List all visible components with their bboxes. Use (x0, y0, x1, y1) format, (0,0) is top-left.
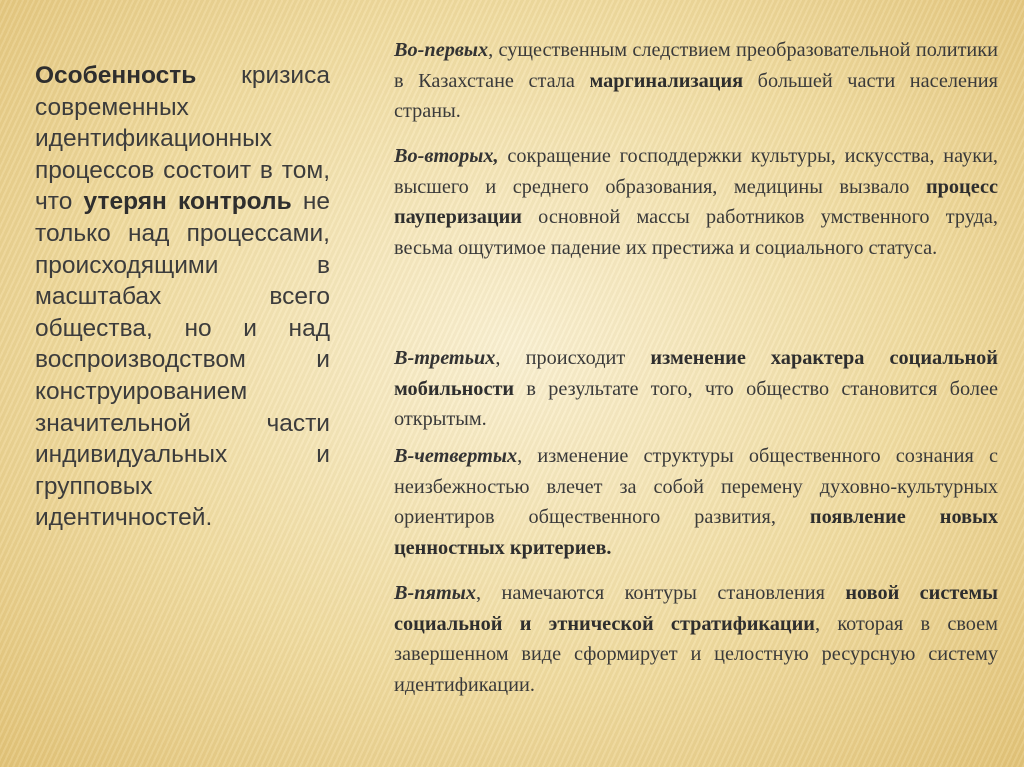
paragraph-second (394, 141, 998, 263)
paragraph-fifth-lead: В-пятых (394, 582, 476, 604)
paragraph-third-text-2: в результате того, что общество становится более открытым. (394, 377, 998, 430)
paragraph-first (394, 35, 998, 127)
paragraph-fourth-bold: появление новых ценностных критериев. (394, 506, 999, 559)
paragraph-third (394, 343, 998, 435)
paragraph-fifth-text-1: , намечаются контуры становления (476, 582, 846, 604)
paragraph-third-bold: изменение характера социальной мобильности (394, 347, 998, 400)
left-text-part-2: не только над процессами, происходящими в масштабах всего общества, но и над воспроизводством и конструированием значительной части индивидуальных и групповых идентичностей. (35, 188, 330, 532)
paragraph-third-text-1: , происходит (495, 347, 651, 369)
paragraph-fourth-text-1: , изменение структуры общественного сознания с неизбежностью влечет за собой перемену духовно-культурных ориентиров общественного развития, (394, 445, 998, 528)
paragraph-first-lead: Во-первых (394, 39, 489, 61)
paragraph-fifth-bold: новой системы социальной и этнической стратификации (394, 582, 998, 635)
paragraph-fifth-text-2: , которая в своем завершенном виде сформирует и целостную ресурсную систему идентификации. (394, 612, 998, 696)
paragraph-second-bold: процесс пауперизации (394, 175, 998, 228)
paragraph-third-lead: В-третьих (394, 347, 496, 369)
paragraph-first-text-1: , существенным следствием преобразовательной политики в Казахстане стала (394, 39, 998, 92)
paragraph-second-text-1: сокращение господдержки культуры, искусства, науки, высшего и среднего образования, медицины вызвало (394, 145, 998, 198)
left-column-text (35, 60, 330, 534)
paragraph-second-text-2: основной массы работников умственного труда, весьма ощутимое падение их престижа и социального статуса. (394, 206, 998, 259)
paragraph-second-lead: Во-вторых, (394, 145, 499, 167)
left-bold-term: Особенность (35, 62, 197, 89)
paragraph-first-bold: маргинализация (589, 69, 744, 92)
paragraph-fourth (394, 441, 998, 563)
paragraph-fifth (394, 578, 998, 700)
left-text-part-1: кризиса современных идентификационных процессов состоит в том, что (35, 62, 330, 216)
paragraph-first-text-2: большей части населения страны. (394, 69, 998, 122)
left-bold-phrase: утерян контроль (83, 188, 292, 216)
paragraph-fourth-lead: В-четвертых (394, 445, 518, 467)
